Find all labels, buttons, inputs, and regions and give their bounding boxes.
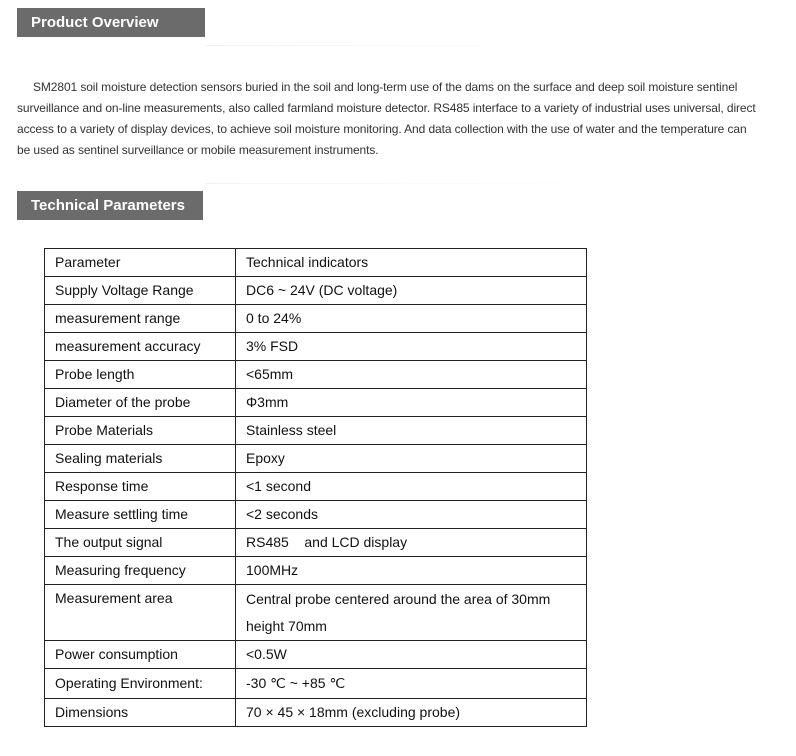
value-cell: 3% FSD [236,333,587,361]
table-row [45,389,587,417]
table-row [45,529,587,557]
value-cell: DC6 ~ 24V (DC voltage) [236,277,587,305]
parameter-cell: Operating Environment: [45,669,236,699]
table-row [45,585,587,641]
value-cell: <65mm [236,361,587,389]
product-overview-text: SM2801 soil moisture detection sensors buried in the soil and long-term use of the dams on the surface and deep soil moisture sentinel surveillance and on-line measurements, also called farmland moisture detector. RS485 interface to a variety of industrial uses universal, direct access to a variety of display devices, to achieve soil moisture monitoring. And data collection with the use of water and the temperature can be used as sentinel surveillance or mobile measurement instruments. [17,80,756,157]
value-cell: 100MHz [236,557,587,585]
value-cell: Central probe centered around the area of 30mm height 70mm [236,585,587,641]
table-row [45,557,587,585]
parameter-cell: Probe Materials [45,417,236,445]
value-cell: 70 × 45 × 18mm (excluding probe) [236,699,587,727]
parameter-cell: measurement range [45,305,236,333]
table-row [45,417,587,445]
parameter-cell: Measuring frequency [45,557,236,585]
table-row [45,361,587,389]
parameter-cell: Measure settling time [45,501,236,529]
product-overview-heading: Product Overview [17,8,205,37]
value-cell: <2 seconds [236,501,587,529]
section-divider [205,183,635,184]
parameter-cell: measurement accuracy [45,333,236,361]
table-row [45,501,587,529]
value-cell: -30 ℃ ~ +85 ℃ [236,669,587,699]
parameter-cell: The output signal [45,529,236,557]
table-row [45,473,587,501]
value-cell: Stainless steel [236,417,587,445]
parameter-cell: Supply Voltage Range [45,277,236,305]
technical-parameters-heading: Technical Parameters [17,191,203,220]
value-cell: Epoxy [236,445,587,473]
table-row [45,445,587,473]
table-row [45,249,587,277]
parameter-cell: Sealing materials [45,445,236,473]
value-cell: <0.5W [236,641,587,669]
parameter-cell: Response time [45,473,236,501]
technical-parameters-table [44,248,587,727]
table-row [45,305,587,333]
value-cell: 0 to 24% [236,305,587,333]
indicator-header: Technical indicators [236,249,587,277]
table-row [45,641,587,669]
parameter-cell: Power consumption [45,641,236,669]
table-row [45,669,587,699]
parameter-cell: Diameter of the probe [45,389,236,417]
parameter-cell: Measurement area [45,585,236,641]
parameter-header: Parameter [45,249,236,277]
parameter-cell: Probe length [45,361,236,389]
value-cell: <1 second [236,473,587,501]
parameter-cell: Dimensions [45,699,236,727]
value-cell: RS485 and LCD display [236,529,587,557]
value-cell: Φ3mm [236,389,587,417]
table-row [45,699,587,727]
section-divider [205,45,635,46]
table-row [45,277,587,305]
table-row [45,333,587,361]
